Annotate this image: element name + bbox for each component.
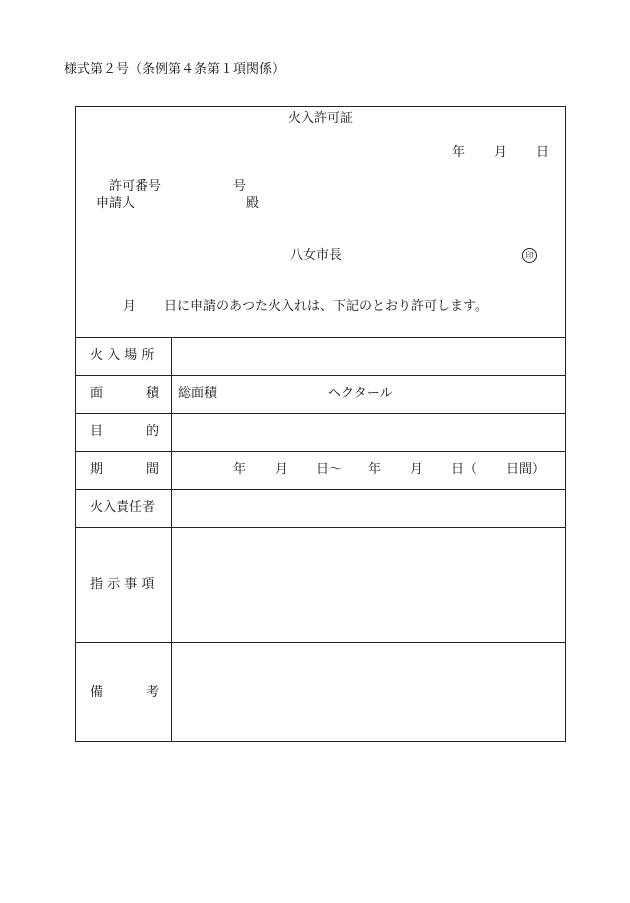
remarks-label-right: 考 xyxy=(146,685,160,700)
purpose-label-left: 目 xyxy=(90,424,104,439)
period-end-month: 月 xyxy=(410,462,424,477)
statement-text: 日に申請のあつた火入れは、下記のとおり許可します。 xyxy=(164,299,488,314)
issuer: 八女市長 xyxy=(290,248,343,263)
statement-month: 月 xyxy=(123,299,137,314)
column-divider xyxy=(171,337,172,741)
seal-icon: 印 xyxy=(522,248,537,263)
area-label-left: 面 xyxy=(90,386,104,401)
area-unit: ヘクタール xyxy=(328,386,393,401)
period-end-year: 年 xyxy=(368,462,382,477)
divider xyxy=(76,337,565,338)
divider xyxy=(76,413,565,414)
divider xyxy=(76,489,565,490)
period-start-month: 月 xyxy=(275,462,289,477)
permit-number-suffix: 号 xyxy=(233,179,247,194)
date-day: 日 xyxy=(536,145,550,160)
purpose-label-right: 的 xyxy=(146,424,160,439)
divider xyxy=(76,451,565,452)
responsible-label: 火入責任者 xyxy=(90,500,156,515)
period-end-day: 日（ xyxy=(451,462,478,477)
divider xyxy=(76,527,565,528)
divider xyxy=(76,375,565,376)
date-year: 年 xyxy=(452,145,466,160)
certificate-title: 火入許可証 xyxy=(288,111,354,126)
form-number: 様式第２号（条例第４条第１項関係） xyxy=(64,62,286,77)
applicant-label: 申請人 xyxy=(96,196,136,211)
permit-form xyxy=(75,106,566,742)
permit-number-label: 許可番号 xyxy=(109,179,162,194)
honorific: 殿 xyxy=(246,196,260,211)
location-label: 火 入 場 所 xyxy=(90,348,155,363)
period-start-year: 年 xyxy=(233,462,247,477)
instructions-label: 指 示 事 項 xyxy=(90,577,155,592)
remarks-label-left: 備 xyxy=(90,685,104,700)
seal-mark xyxy=(522,248,537,263)
period-days: 日間） xyxy=(506,462,546,477)
period-start-day: 日～ xyxy=(316,462,343,477)
period-label-right: 間 xyxy=(146,462,160,477)
area-label-right: 積 xyxy=(146,386,160,401)
total-area-label: 総面積 xyxy=(178,386,218,401)
period-label-left: 期 xyxy=(90,462,104,477)
date-month: 月 xyxy=(494,145,508,160)
divider xyxy=(76,642,565,643)
